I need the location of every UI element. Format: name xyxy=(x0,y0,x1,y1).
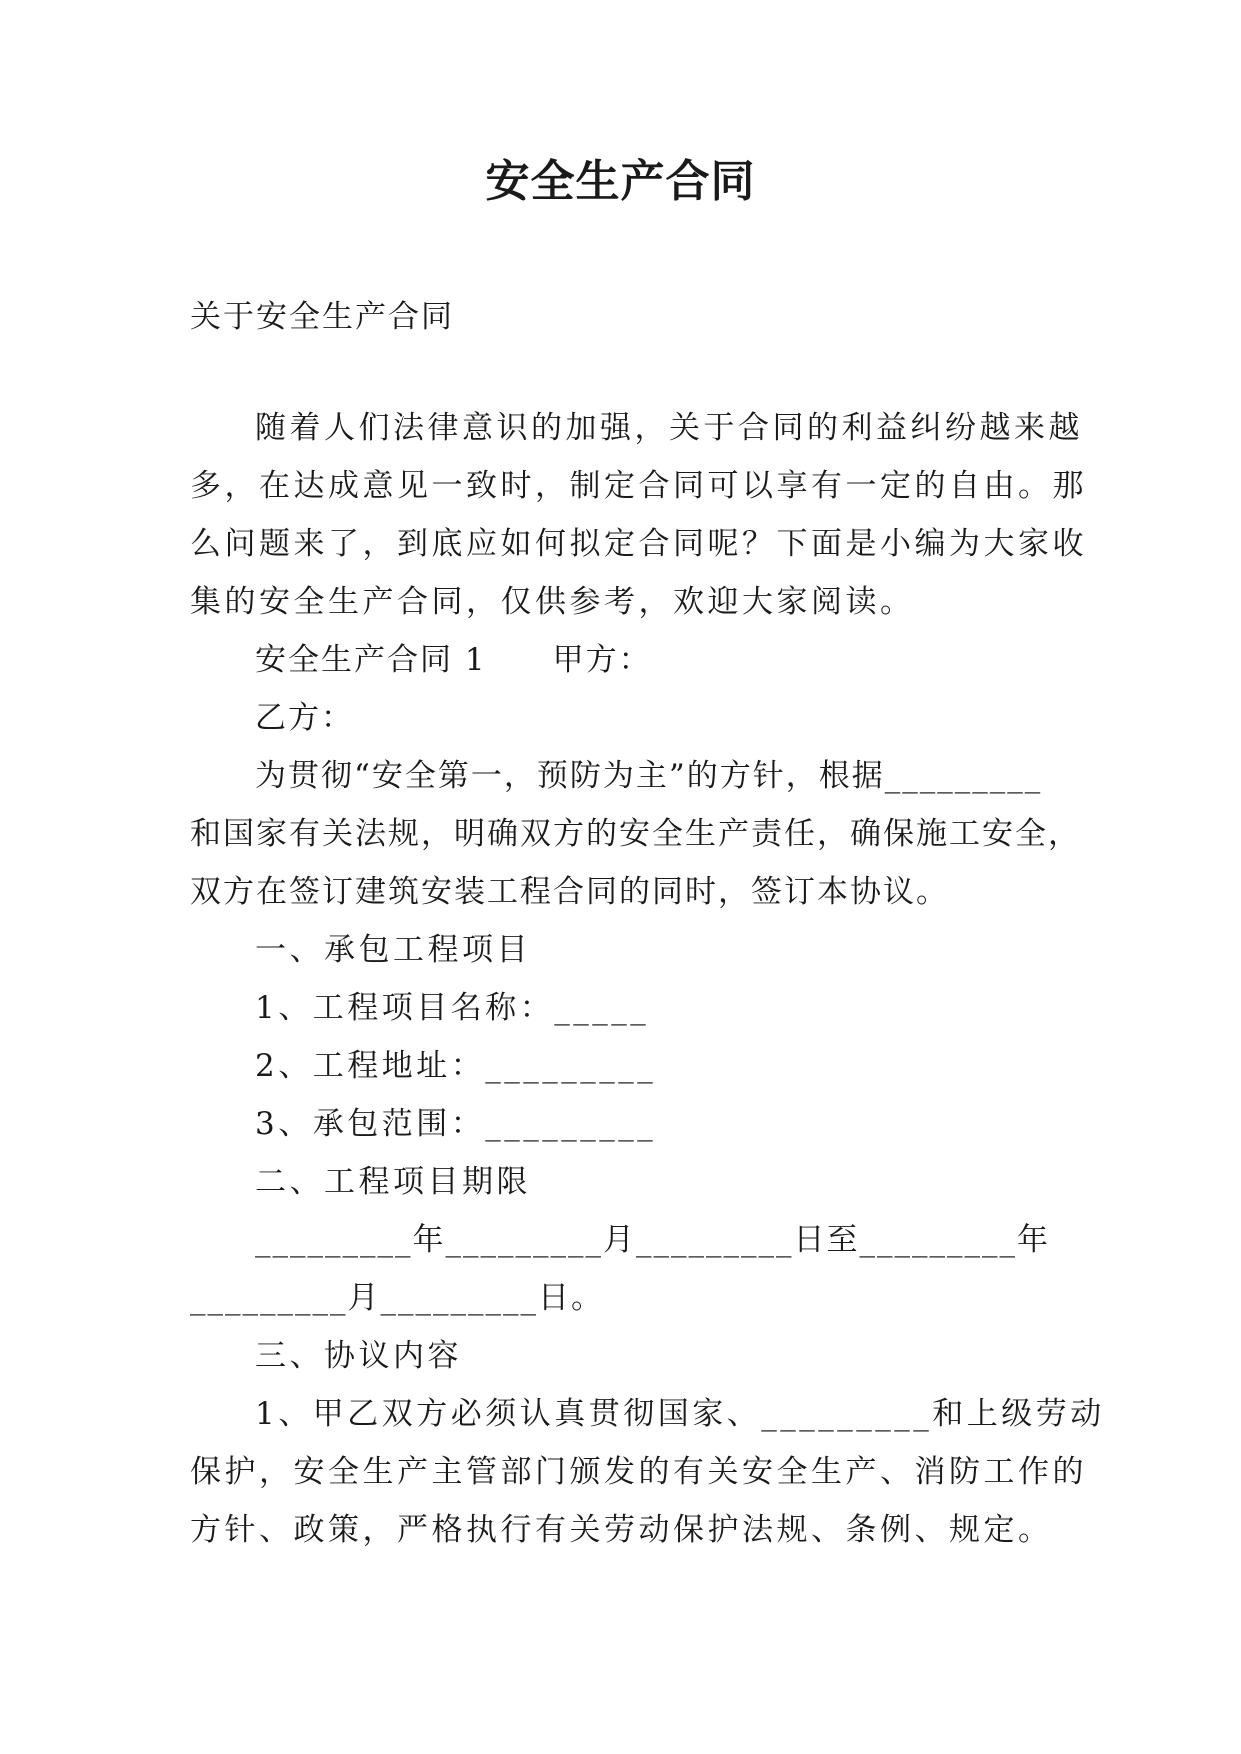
paragraph-line: 方针、政策，严格执行有关劳动保护法规、条例、规定。 xyxy=(190,1512,1053,1548)
paragraph-line: 1、甲乙双方必须认真贯彻国家、_________和上级劳动 xyxy=(255,1396,1105,1432)
paragraph-line: 多，在达成意见一致时，制定合同可以享有一定的自由。那 xyxy=(190,468,1087,504)
paragraph-line: 3、承包范围：_________ xyxy=(255,1106,657,1142)
section-heading: 三、协议内容 xyxy=(255,1338,462,1374)
paragraph-line: 双方在签订建筑安装工程合同的同时，签订本协议。 xyxy=(190,874,949,910)
paragraph-line: 1、工程项目名称：_____ xyxy=(255,990,650,1026)
paragraph-line: 随着人们法律意识的加强，关于合同的利益纠纷越来越 xyxy=(255,410,1083,446)
paragraph-line: 集的安全生产合同，仅供参考，欢迎大家阅读。 xyxy=(190,584,915,620)
section-heading: 一、承包工程项目 xyxy=(255,932,531,968)
paragraph-line: 为贯彻“安全第一，预防为主”的方针，根据_________ xyxy=(255,758,1043,794)
paragraph-line: 安全生产合同 1 甲方： xyxy=(255,642,652,678)
document-title: 安全生产合同 xyxy=(485,156,756,207)
paragraph-line: 2、工程地址：_________ xyxy=(255,1048,657,1084)
subtitle-line: 关于安全生产合同 xyxy=(190,299,454,335)
paragraph-line: 乙方： xyxy=(255,700,354,736)
paragraph-line: 和国家有关法规，明确双方的安全生产责任，确保施工安全， xyxy=(190,816,1081,852)
paragraph-line: 保护，安全生产主管部门颁发的有关安全生产、消防工作的 xyxy=(190,1454,1087,1490)
paragraph-line: _________月_________日。 xyxy=(190,1280,604,1316)
section-heading: 二、工程项目期限 xyxy=(255,1164,531,1200)
paragraph-line: _________年_________月_________日至_________年 xyxy=(255,1222,1050,1258)
paragraph-line: 么问题来了，到底应如何拟定合同呢？下面是小编为大家收 xyxy=(190,526,1087,562)
